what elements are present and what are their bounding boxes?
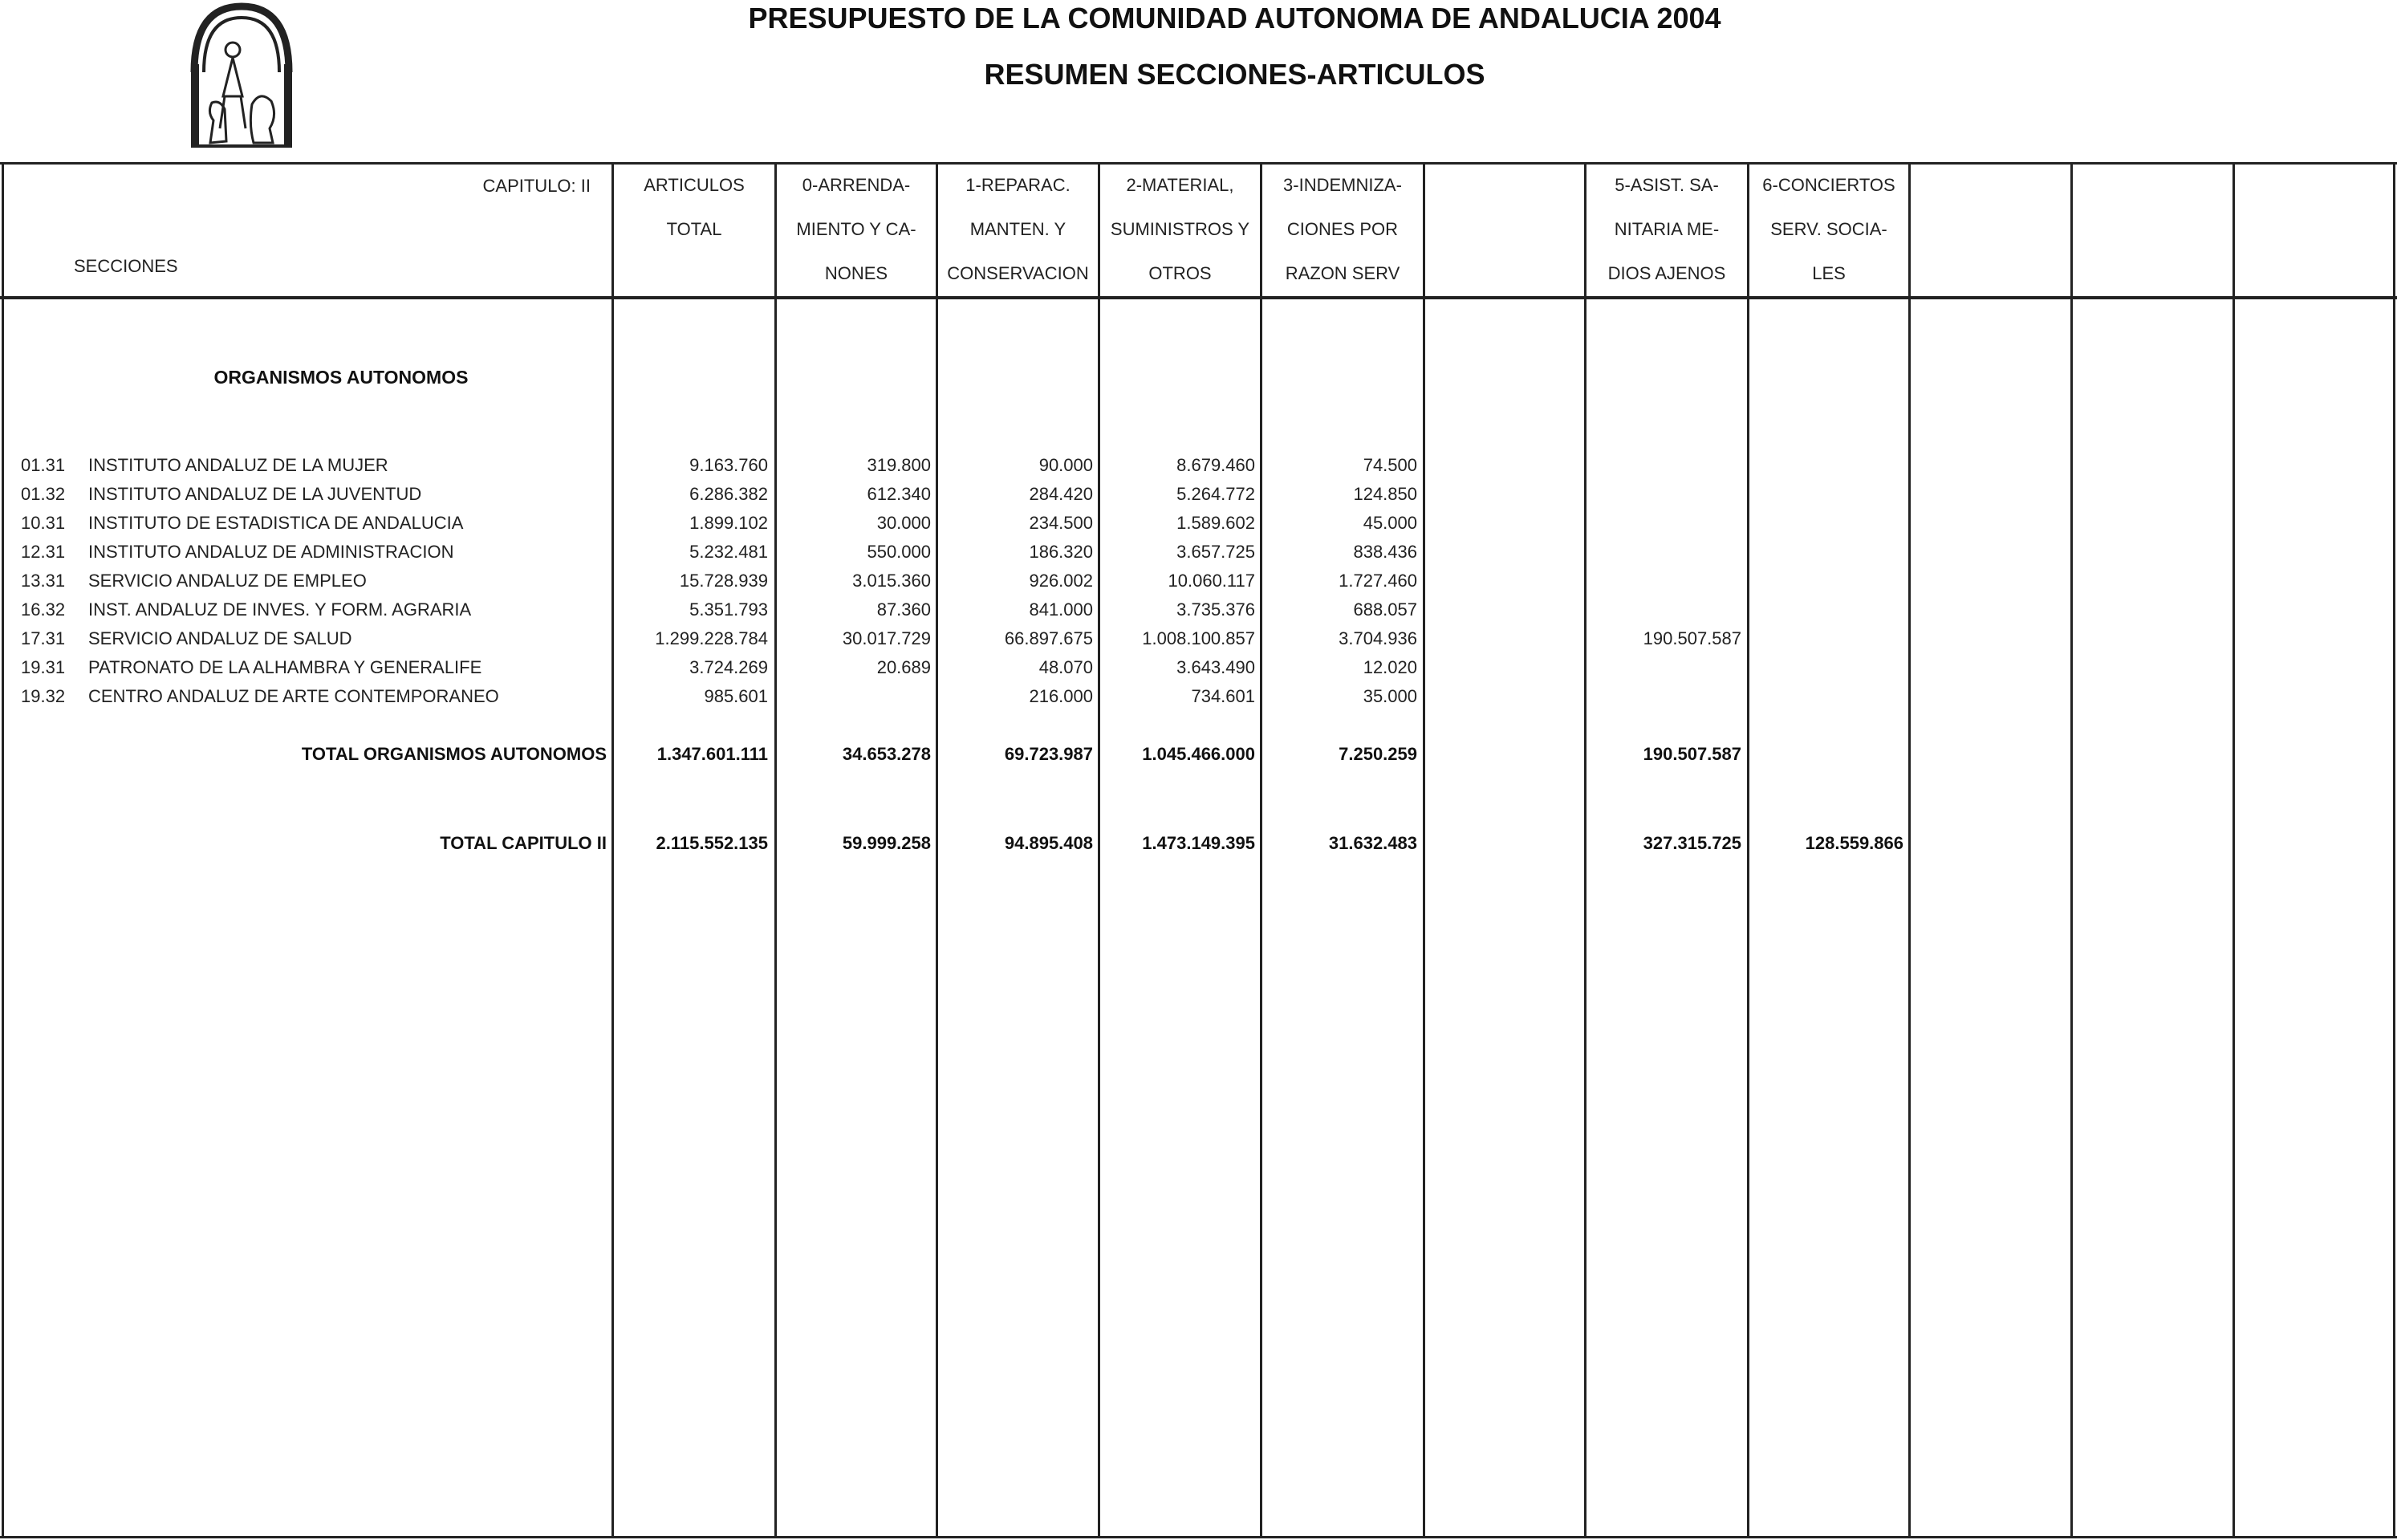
section-code: 01.31	[21, 455, 66, 475]
section-name: CENTRO ANDALUZ DE ARTE CONTEMPORANEO	[88, 686, 499, 706]
amount-cell: 66.897.675	[1004, 628, 1093, 648]
column-header: 3-INDEMNIZA- CIONES POR RAZON SERV	[1283, 175, 1402, 283]
amount-cell: 90.000	[1038, 455, 1093, 475]
amount-cell: 3.643.490	[1176, 657, 1255, 677]
amount-cell: 838.436	[1353, 542, 1417, 562]
section-code: 12.31	[21, 542, 66, 562]
section-name: INSTITUTO ANDALUZ DE ADMINISTRACION	[88, 542, 454, 562]
column-header: 6-CONCIERTOS SERV. SOCIA- LES	[1762, 175, 1895, 283]
table-bottom-border	[0, 1536, 2397, 1538]
amount-cell: 87.360	[876, 599, 931, 620]
amount-cell: 5.232.481	[689, 542, 768, 562]
amount-cell: 12.020	[1363, 657, 1417, 677]
amount-cell: 688.057	[1353, 599, 1417, 620]
amount-cell: 5.264.772	[1176, 484, 1255, 504]
amount-cell: 1.299.228.784	[655, 628, 768, 648]
secciones-label: SECCIONES	[74, 256, 178, 276]
amount-cell: 234.500	[1029, 513, 1093, 533]
section-name: SERVICIO ANDALUZ DE EMPLEO	[88, 571, 367, 591]
amount-cell: 926.002	[1029, 571, 1093, 591]
amount-cell: 8.679.460	[1176, 455, 1255, 475]
total-amount-cell: 2.115.552.135	[656, 833, 768, 853]
amount-cell: 45.000	[1363, 513, 1417, 533]
table-row	[0, 682, 2397, 711]
section-name: PATRONATO DE LA ALHAMBRA Y GENERALIFE	[88, 657, 482, 677]
document-title: PRESUPUESTO DE LA COMUNIDAD AUTONOMA DE ANDALUCIA 2004	[748, 2, 1721, 35]
amount-cell: 190.507.587	[1643, 628, 1741, 648]
total-amount-cell: 1.473.149.395	[1142, 833, 1255, 853]
amount-cell: 30.017.729	[842, 628, 931, 648]
amount-cell: 35.000	[1363, 686, 1417, 706]
total-label: TOTAL ORGANISMOS AUTONOMOS	[301, 744, 607, 764]
amount-cell: 9.163.760	[689, 455, 768, 475]
section-code: 01.32	[21, 484, 66, 504]
amount-cell: 319.800	[867, 455, 931, 475]
amount-cell: 1.589.602	[1176, 513, 1255, 533]
amount-cell: 30.000	[876, 513, 931, 533]
total-amount-cell: 34.653.278	[842, 744, 931, 764]
section-code: 19.31	[21, 657, 66, 677]
table-row	[0, 653, 2397, 682]
header-bottom-border	[0, 296, 2397, 299]
total-amount-cell: 7.250.259	[1339, 744, 1417, 764]
section-name: INSTITUTO DE ESTADISTICA DE ANDALUCIA	[88, 513, 464, 533]
total-amount-cell: 69.723.987	[1004, 744, 1093, 764]
amount-cell: 1.727.460	[1339, 571, 1417, 591]
column-header: 2-MATERIAL, SUMINISTROS Y OTROS	[1110, 175, 1250, 283]
amount-cell: 1.008.100.857	[1142, 628, 1255, 648]
table-row	[0, 451, 2397, 480]
section-name: SERVICIO ANDALUZ DE SALUD	[88, 628, 352, 648]
total-amount-cell: 59.999.258	[842, 833, 931, 853]
column-header: ARTICULOS TOTAL	[644, 175, 745, 239]
section-name: INST. ANDALUZ DE INVES. Y FORM. AGRARIA	[88, 599, 472, 620]
amount-cell: 10.060.117	[1168, 571, 1255, 591]
amount-cell: 3.704.936	[1339, 628, 1417, 648]
table-row	[0, 567, 2397, 595]
amount-cell: 1.899.102	[689, 513, 768, 533]
amount-cell: 3.735.376	[1176, 599, 1255, 620]
amount-cell: 3.015.360	[852, 571, 931, 591]
section-code: 10.31	[21, 513, 66, 533]
section-code: 19.32	[21, 686, 66, 706]
section-code: 17.31	[21, 628, 66, 648]
total-amount-cell: 1.045.466.000	[1142, 744, 1255, 764]
total-row	[0, 829, 2397, 858]
amount-cell: 216.000	[1029, 686, 1093, 706]
amount-cell: 186.320	[1029, 542, 1093, 562]
section-code: 16.32	[21, 599, 66, 620]
amount-cell: 6.286.382	[689, 484, 768, 504]
document-subtitle: RESUMEN SECCIONES-ARTICULOS	[984, 58, 1485, 91]
total-amount-cell: 128.559.866	[1805, 833, 1903, 853]
column-header: 0-ARRENDA- MIENTO Y CA- NONES	[796, 175, 916, 283]
table-row	[0, 624, 2397, 653]
amount-cell: 3.724.269	[689, 657, 768, 677]
amount-cell: 74.500	[1363, 455, 1417, 475]
amount-cell: 550.000	[867, 542, 931, 562]
total-amount-cell: 327.315.725	[1643, 833, 1741, 853]
group-title: ORGANISMOS AUTONOMOS	[213, 367, 469, 388]
amount-cell: 3.657.725	[1176, 542, 1255, 562]
amount-cell: 15.728.939	[679, 571, 768, 591]
table-row	[0, 480, 2397, 509]
total-amount-cell: 94.895.408	[1004, 833, 1093, 853]
amount-cell: 734.601	[1191, 686, 1255, 706]
amount-cell: 841.000	[1029, 599, 1093, 620]
total-row	[0, 740, 2397, 769]
total-amount-cell: 190.507.587	[1643, 744, 1741, 764]
amount-cell: 284.420	[1029, 484, 1093, 504]
amount-cell: 612.340	[867, 484, 931, 504]
amount-cell: 20.689	[876, 657, 931, 677]
capitulo-label: CAPITULO: II	[482, 176, 591, 196]
total-label: TOTAL CAPITULO II	[440, 833, 607, 853]
column-header: 1-REPARAC. MANTEN. Y CONSERVACION	[947, 175, 1089, 283]
amount-cell: 124.850	[1353, 484, 1417, 504]
total-amount-cell: 1.347.601.111	[656, 744, 768, 764]
table-row	[0, 538, 2397, 567]
table-row	[0, 595, 2397, 624]
section-code: 13.31	[21, 571, 66, 591]
amount-cell: 5.351.793	[689, 599, 768, 620]
amount-cell: 48.070	[1038, 657, 1093, 677]
table-row	[0, 509, 2397, 538]
amount-cell: 985.601	[704, 686, 768, 706]
total-amount-cell: 31.632.483	[1328, 833, 1417, 853]
section-name: INSTITUTO ANDALUZ DE LA JUVENTUD	[88, 484, 422, 504]
section-name: INSTITUTO ANDALUZ DE LA MUJER	[88, 455, 388, 475]
column-header: 5-ASIST. SA- NITARIA ME- DIOS AJENOS	[1607, 175, 1726, 283]
